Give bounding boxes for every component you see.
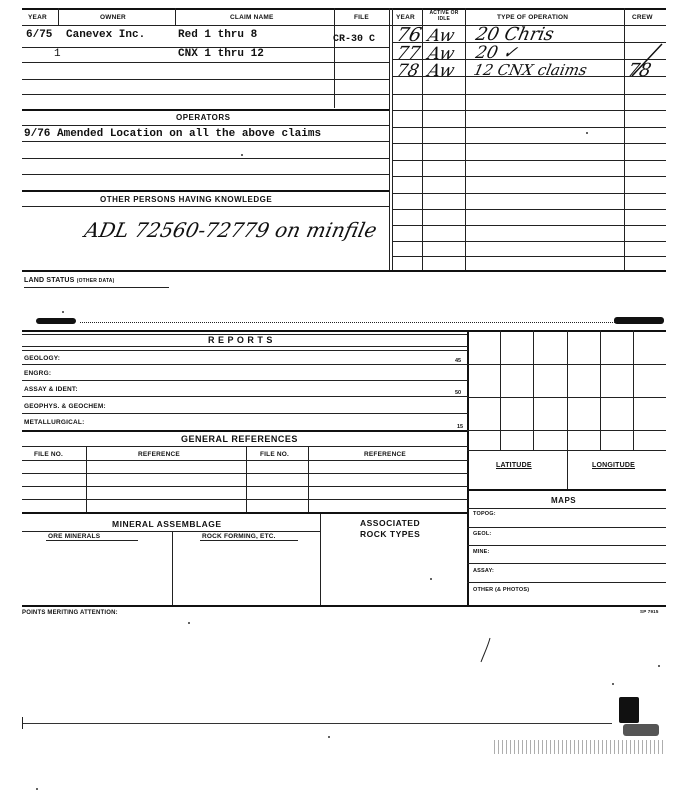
points-meriting-label: POINTS MERITING ATTENTION: [22, 610, 118, 616]
report-metallurgical: METALLURGICAL: [24, 419, 85, 426]
operation-year: 78 [394, 61, 421, 81]
owner-row-owner: Canevex Inc. [66, 29, 146, 41]
header-crew: CREW [632, 14, 653, 21]
scan-noise [494, 740, 664, 754]
maps-assay: ASSAY: [473, 568, 495, 574]
report-assay-num: 50 [455, 390, 462, 396]
report-assay: ASSAY & IDENT: [24, 386, 78, 393]
owner-row-claim: Red 1 thru 8 [178, 29, 258, 41]
operation-year: 76 [394, 24, 424, 46]
maps-mine: MINE: [473, 549, 490, 555]
land-status-label: LAND STATUS (OTHER DATA) [24, 277, 115, 284]
form-code: SP 7915 [640, 609, 659, 614]
header-owner: OWNER [100, 14, 126, 21]
gen-ref-reference: REFERENCE [138, 451, 180, 458]
ink-smudge [36, 318, 76, 324]
associated-label: ASSOCIATED [360, 518, 421, 528]
operation-type: 20 Chris [473, 24, 556, 45]
knowledge-title: OTHER PERSONS HAVING KNOWLEDGE [100, 195, 273, 204]
header-year: YEAR [28, 14, 47, 21]
header-claim-name: CLAIM NAME [230, 14, 274, 21]
ink-smudge [614, 317, 664, 324]
ore-minerals-label: ORE MINERALS [48, 533, 101, 540]
gen-ref-file-no: FILE NO. [34, 451, 64, 458]
maps-other: OTHER (& PHOTOS) [473, 587, 530, 593]
reports-title: R E P O R T S [208, 335, 273, 345]
header-active-idle: ACTIVE OR IDLE [429, 10, 459, 22]
mineral-assemblage-title: MINERAL ASSEMBLAGE [112, 519, 222, 529]
operation-type: 20 ✓ [473, 43, 520, 63]
latitude-label: LATITUDE [496, 462, 532, 469]
operation-status: Aw [425, 44, 457, 64]
report-engrg: ENGRG: [24, 370, 52, 377]
gen-ref-file-no-2: FILE NO. [260, 451, 290, 458]
ink-blot [623, 724, 659, 736]
rock-forming-label: ROCK FORMING, ETC. [202, 533, 276, 540]
header-file: FILE [354, 14, 369, 21]
crew-slash-mark [624, 42, 666, 80]
report-geology-num: 45 [455, 358, 462, 364]
header-year-right: YEAR [396, 14, 415, 21]
operation-type: 12 CNX claims [472, 61, 589, 79]
owner-row-year: 6/75 [26, 29, 53, 41]
operators-entry: 9/76 Amended Location on all the above claims [24, 128, 322, 140]
header-type-of-operation: TYPE OF OPERATION [497, 14, 569, 21]
maps-geol: GEOL: [473, 531, 492, 537]
general-references-title: GENERAL REFERENCES [181, 434, 298, 444]
longitude-label: LONGITUDE [592, 462, 636, 469]
operation-year: 77 [394, 43, 423, 64]
report-geology: GEOLOGY: [24, 355, 61, 362]
maps-topog: TOPOG: [473, 511, 496, 517]
operation-status: Aw [425, 26, 457, 46]
ink-blot [619, 697, 639, 723]
knowledge-note: ADL 72560-72779 on minfile [82, 218, 380, 242]
owner-row-claim: CNX 1 thru 12 [178, 48, 264, 60]
operators-title: OPERATORS [176, 113, 231, 122]
pen-stroke-mark [478, 636, 494, 664]
owner-row-year: 1 [54, 48, 61, 60]
report-metallurgical-num: 15 [457, 424, 464, 430]
owner-row-file: CR-30 C [333, 34, 376, 45]
maps-title: MAPS [551, 496, 577, 505]
operation-status: Aw [425, 61, 457, 81]
report-geophys: GEOPHYS. & GEOCHEM: [24, 403, 106, 410]
rock-types-label: ROCK TYPES [360, 529, 421, 539]
operation-crew: 78 [625, 60, 654, 81]
gen-ref-reference-2: REFERENCE [364, 451, 406, 458]
